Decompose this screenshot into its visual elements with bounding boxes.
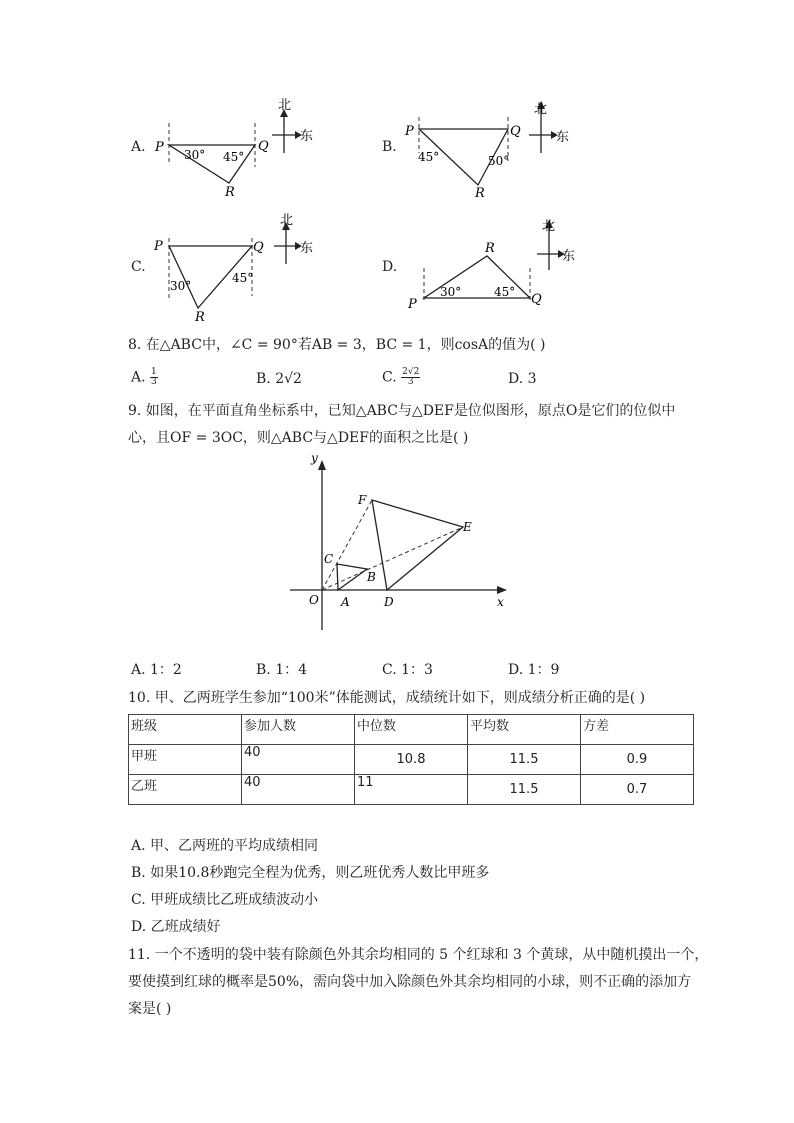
q9-option-b: B. 1：4 — [256, 662, 308, 678]
table-cell: 11.5 — [468, 745, 581, 775]
point-q-label: Q — [531, 292, 542, 307]
point-q-label: Q — [510, 124, 521, 139]
ray-oe — [322, 527, 463, 590]
q9-coordinate-figure — [285, 452, 520, 637]
table-header-row — [129, 715, 694, 745]
q7-option-a-figure — [150, 95, 320, 205]
header-cell: 方差 — [581, 715, 694, 745]
table-row — [129, 775, 694, 805]
angle-label: 45° — [232, 271, 254, 285]
q9-stem-line1: 9. 如图，在平面直角坐标系中，已知△ABC与△DEF是位似图形，原点O是它们的位似中 — [128, 403, 676, 419]
fraction — [401, 368, 420, 387]
angle-label: 30° — [170, 279, 192, 293]
point-r-label: R — [225, 185, 235, 200]
denominator: 3 — [151, 377, 157, 387]
table-cell: 10.8 — [355, 745, 468, 775]
q7-option-d-figure — [400, 212, 585, 316]
q7-option-c-figure — [150, 208, 320, 326]
option-label: B. — [256, 371, 271, 387]
point-q-label: Q — [253, 240, 264, 255]
point-p-label: P — [154, 239, 163, 254]
angle-label: 30° — [440, 285, 462, 299]
table-cell: 11.5 — [468, 775, 581, 805]
point-b-label: B — [367, 570, 376, 584]
east-label: 东 — [556, 130, 570, 145]
option-label: D. — [508, 371, 524, 387]
ray-of-to-f — [322, 500, 372, 590]
q10-stem: 10. 甲、乙两班学生参加“100米”体能测试，成绩统计如下，则成绩分析正确的是( ) — [128, 690, 646, 706]
q9-option-c: C. 1：3 — [382, 662, 433, 678]
point-e-label: E — [463, 520, 472, 534]
q7-option-a-label: A. — [131, 139, 146, 155]
point-r-label: R — [475, 186, 485, 201]
q11-line2: 要使摸到红球的概率是50%，需向袋中加入除颜色外其余均相同的小球，则不正确的添加方 — [128, 974, 692, 990]
point-c-label: C — [324, 552, 334, 566]
q8-stem: 8. 在△ABC中，∠C = 90°若AB = 3，BC = 1，则cosA的值为( ) — [128, 337, 546, 353]
q10-option-b: B. 如果10.8秒跑完全程为优秀，则乙班优秀人数比甲班多 — [131, 865, 490, 881]
option-label: A. — [131, 369, 146, 386]
q7-option-b-label: B. — [382, 139, 397, 155]
y-axis-arrow-icon — [318, 460, 326, 470]
point-r-label: R — [485, 241, 495, 256]
point-d-label: D — [384, 595, 394, 609]
header-cell: 参加人数 — [242, 715, 355, 745]
table-cell: 40 — [242, 745, 355, 775]
q11-line3: 案是( ) — [128, 1001, 172, 1017]
table-cell: 11 — [355, 775, 468, 805]
q10-option-c: C. 甲班成绩比乙班成绩波动小 — [131, 892, 319, 908]
point-a-label: A — [341, 595, 350, 609]
table-cell: 40 — [242, 775, 355, 805]
angle-label: 30° — [184, 148, 206, 162]
east-label: 东 — [300, 241, 314, 256]
table-cell: 甲班 — [129, 745, 242, 775]
table-row — [129, 745, 694, 775]
fraction — [150, 368, 158, 387]
numerator: 2√2 — [402, 367, 420, 377]
q7-option-c-label: C. — [131, 259, 146, 275]
north-label: 北 — [534, 102, 548, 117]
table-cell: 乙班 — [129, 775, 242, 805]
option-value: 2√2 — [275, 371, 302, 387]
triangle-abc — [337, 564, 367, 590]
east-label: 东 — [300, 129, 314, 144]
angle-label: 45° — [223, 150, 245, 164]
point-p-label: P — [405, 124, 414, 139]
q10-option-a: A. 甲、乙两班的平均成绩相同 — [131, 838, 319, 854]
north-label: 北 — [278, 98, 292, 113]
east-label: 东 — [562, 249, 576, 264]
point-f-label: F — [358, 493, 367, 507]
q8-option-b — [256, 370, 302, 388]
q7-option-d-label: D. — [382, 259, 398, 275]
header-cell: 班级 — [129, 715, 242, 745]
angle-label: 45° — [418, 150, 440, 164]
angle-label: 50° — [488, 154, 510, 168]
numerator: 1 — [151, 367, 157, 377]
y-axis-label: y — [311, 452, 318, 465]
x-axis-arrow-icon — [497, 586, 507, 594]
denominator: 3 — [407, 377, 414, 387]
point-q-label: Q — [258, 139, 269, 154]
x-axis-label: x — [497, 595, 504, 609]
north-label: 北 — [542, 219, 556, 234]
table-cell: 0.7 — [581, 775, 694, 805]
q8-option-c — [382, 368, 420, 387]
q7-option-b-figure — [400, 95, 580, 205]
q8-option-a — [131, 368, 158, 387]
q8-option-d — [508, 370, 537, 388]
q10-option-d: D. 乙班成绩好 — [131, 919, 221, 935]
point-p-label: P — [408, 297, 417, 312]
q9-option-a: A. 1：2 — [131, 662, 182, 678]
q11-line1: 11. 一个不透明的袋中装有除颜色外其余均相同的 5 个红球和 3 个黄球，从中随机摸出一个， — [128, 947, 709, 963]
q9-option-d: D. 1：9 — [508, 662, 560, 678]
header-cell: 平均数 — [468, 715, 581, 745]
angle-label: 45° — [494, 285, 516, 299]
option-value: 3 — [527, 371, 537, 387]
triangle-def — [372, 500, 463, 590]
origin-label: O — [309, 593, 319, 607]
point-r-label: R — [195, 310, 205, 325]
header-cell: 中位数 — [355, 715, 468, 745]
option-label: C. — [382, 369, 397, 386]
table-cell: 0.9 — [581, 745, 694, 775]
point-p-label: P — [155, 140, 164, 155]
q10-results-table — [128, 714, 694, 805]
north-label: 北 — [280, 213, 294, 228]
q9-stem-line2: 心，且OF = 3OC，则△ABC与△DEF的面积之比是( ) — [128, 430, 469, 446]
